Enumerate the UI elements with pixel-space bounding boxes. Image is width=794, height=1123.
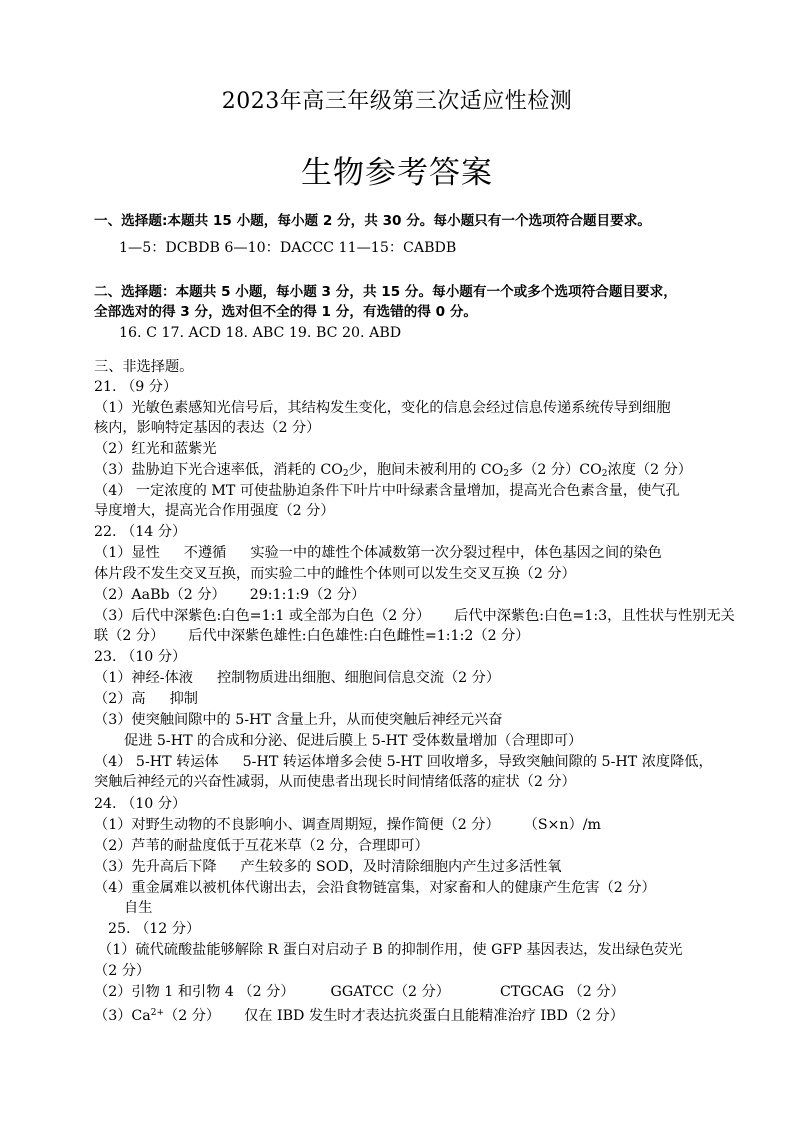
answer-key-title: 生物参考答案 — [301, 155, 493, 191]
section1-heading: 一、选择题:本题共 15 小题，每小题 2 分，共 30 分。每小题只有一个选项符合题目要求。 — [94, 213, 651, 229]
q22-answer1-part2: 不遵循 — [183, 545, 227, 561]
calcium-charge-superscript: 2+ — [150, 1008, 164, 1018]
q23-answer4-part1: （4） 5-HT 转运体 — [94, 754, 219, 770]
q22-answer3-line2-part1: 联（2 分） — [94, 628, 165, 644]
section2-heading-line1: 二、选择题：本题共 5 小题，每小题 3 分，共 15 分。每小题有一个或多个选项符合题目要求， — [94, 284, 677, 300]
q22-answer2 — [94, 585, 365, 605]
q23-answer4-line1 — [94, 752, 713, 772]
q23-answer1 — [94, 668, 500, 688]
q21-answer3-part2: 少，胞间未被利用的 CO — [348, 462, 504, 478]
q21-answer4-line2: 导度增大，提高光合作用强度（2 分） — [94, 503, 335, 519]
q22-answer3-line2 — [94, 626, 529, 646]
q24-answer2: （2）芦苇的耐盐度低于互花米草（2 分，合理即可） — [94, 838, 429, 854]
q23-number: 23. （10 分） — [94, 649, 187, 665]
q24-answer1-part1: （1）对野生动物的不良影响小、调查周期短，操作简便（2 分） — [94, 817, 500, 833]
q24-answer4-line1: （4）重金属难以被机体代谢出去，会沿食物链富集，对家畜和人的健康产生危害（2 分） — [94, 880, 656, 896]
q23-answer3-line1: （3）使突触间隙中的 5-HT 含量上升，从而使突触后神经元兴奋 — [94, 712, 503, 728]
q22-answer3-part2: 后代中深紫色:白色=1:3，且性状与性别无关 — [454, 608, 735, 624]
q25-answer3-part1: （3）Ca — [94, 1008, 151, 1024]
q21-answer2: （2）红光和蓝紫光 — [94, 441, 217, 457]
q21-answer1-line1: （1）光敏色素感知光信号后，其结构发生变化，变化的信息会经过信息传递系统传导到细胞 — [94, 400, 671, 416]
q23-answer4-line2: 突触后神经元的兴奋性减弱，从而使患者出现长时间情绪低落的症状（2 分） — [94, 774, 576, 790]
section3-heading: 三、非选择题。 — [94, 359, 194, 375]
section2-heading-line2: 全部选对的得 3 分，选对但不全的得 1 分，有选错的得 0 分。 — [94, 304, 478, 320]
q22-answer3-line2-part2: 后代中深紫色雄性:白色雄性:白色雌性=1:1:2（2 分） — [188, 628, 530, 644]
q22-number: 22. （14 分） — [94, 524, 187, 540]
section1-answers: 1—5：DCBDB 6—10：DACCC 11—15：CABDB — [119, 240, 457, 256]
q22-answer3-line1 — [94, 606, 735, 626]
q24-answer3 — [94, 857, 562, 877]
q24-answer1-part2: （S×n）/m — [523, 817, 601, 833]
q21-answer1-line2: 核内，影响特定基因的表达（2 分） — [94, 420, 321, 436]
q25-answer3-part3: 仅在 IBD 发生时才表达抗炎蛋白且能精准治疗 IBD（2 分） — [244, 1008, 624, 1024]
q25-answer2 — [94, 982, 625, 1002]
q23-answer2 — [94, 689, 198, 709]
q22-answer1-line2: 体片段不发生交叉互换，而实验二中的雌性个体则可以发生交叉互换（2 分） — [94, 566, 576, 582]
q24-number: 24. （10 分） — [94, 796, 187, 812]
q25-answer1-line1: （1）硫代硫酸盐能够解除 R 蛋白对启动子 B 的抑制作用，使 GFP 基因表达，发出绿色荧光 — [98, 942, 683, 958]
exam-title: 2023年高三年级第三次适应性检测 — [221, 89, 573, 114]
q25-answer2-part1: （2）引物 1 和引物 4 （2 分） — [94, 984, 295, 1000]
q25-answer3-part2: （2 分） — [164, 1008, 221, 1024]
q22-answer1-part1: （1）显性 — [94, 545, 160, 561]
co2-subscript: 2 — [342, 469, 349, 479]
q22-answer2-part2: 29:1:1:9（2 分） — [249, 587, 366, 603]
q23-answer4-part2: 5-HT 转运体增多会使 5-HT 回收增多，导致突触间隙的 5-HT 浓度降低， — [242, 754, 713, 770]
q24-answer4-line2: 自生 — [124, 900, 153, 916]
q22-answer1-line1 — [94, 543, 662, 563]
q24-answer3-part2: 产生较多的 SOD，及时清除细胞内产生过多活性氧 — [240, 859, 562, 875]
q23-answer2-part2: 抑制 — [169, 691, 198, 707]
q25-answer1-line2: （2 分） — [94, 963, 151, 979]
q25-answer2-part2: GGATCC（2 分） — [330, 984, 450, 1000]
q21-number: 21. （9 分） — [94, 379, 178, 395]
q21-answer3-part1: （3）盐胁迫下光合速率低，消耗的 CO — [94, 462, 343, 478]
q22-answer2-part1: （2）AaBb（2 分） — [94, 587, 226, 603]
q21-answer3-part3: 多（2 分）CO — [509, 462, 602, 478]
q21-answer3-part4: 浓度（2 分） — [607, 462, 692, 478]
co2-subscript: 2 — [503, 469, 509, 479]
q21-answer4-line1: （4） 一定浓度的 MT 可使盐胁迫条件下叶片中叶绿素含量增加，提高光合色素含量，使气孔 — [94, 483, 680, 499]
q25-number: 25. （12 分） — [108, 921, 201, 937]
q22-answer3-part1: （3）后代中深紫色:白色=1:1 或全部为白色（2 分） — [94, 608, 431, 624]
q23-answer1-part1: （1）神经-体液 — [94, 670, 193, 686]
q22-answer1-part3: 实验一中的雄性个体减数第一次分裂过程中，体色基因之间的染色 — [250, 545, 662, 561]
q25-answer2-part3: CTGCAG （2 分） — [499, 984, 625, 1000]
q23-answer3-line2: 促进 5-HT 的合成和分泌、促进后膜上 5-HT 受体数量增加（合理即可） — [124, 733, 583, 749]
q24-answer1 — [94, 815, 601, 835]
q25-answer3 — [94, 1003, 624, 1026]
q24-answer3-part1: （3）先升高后下降 — [94, 859, 217, 875]
co2-subscript: 2 — [601, 469, 608, 479]
q23-answer2-part1: （2）高 — [94, 691, 146, 707]
section2-answers: 16. C 17. ACD 18. ABC 19. BC 20. ABD — [119, 325, 402, 341]
q23-answer1-part2: 控制物质进出细胞、细胞间信息交流（2 分） — [216, 670, 501, 686]
